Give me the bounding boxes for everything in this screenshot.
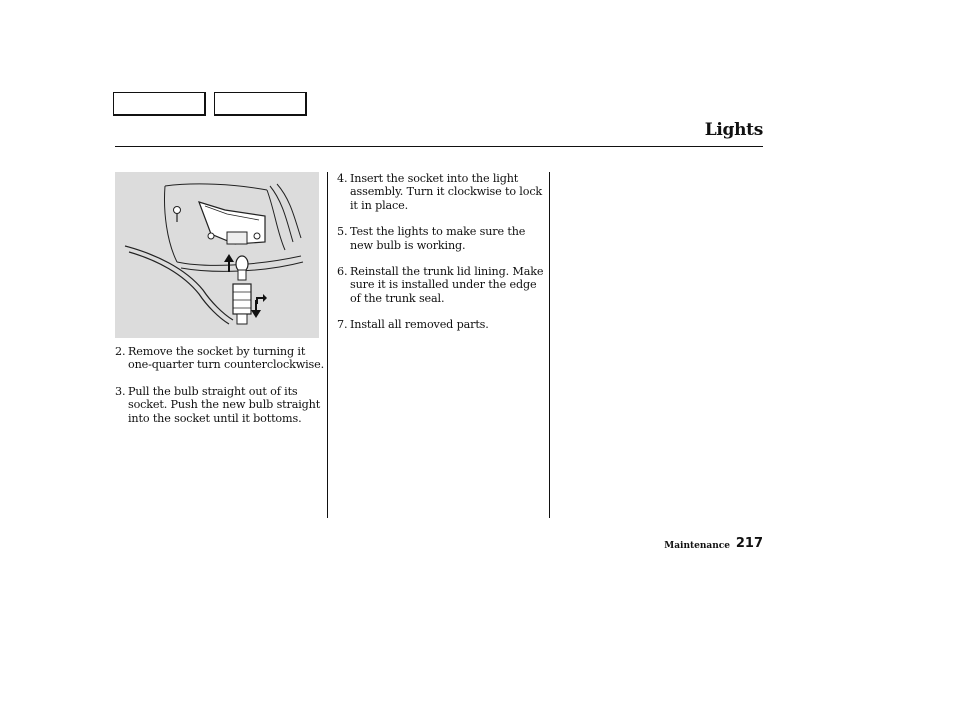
step-text: Reinstall the trunk lid lining. Make sure it is installed under the edge of the trunk seal. <box>350 265 544 305</box>
step-number: 5. <box>337 225 348 239</box>
column-divider <box>327 172 328 518</box>
step-number: 6. <box>337 265 348 279</box>
bulb-socket-removal-icon <box>115 172 319 338</box>
page-title: Lights <box>704 120 763 140</box>
step-number: 7. <box>337 318 348 332</box>
list-item <box>115 345 327 372</box>
step-number: 3. <box>115 384 126 398</box>
list-item <box>337 172 547 212</box>
steps-middle-column <box>337 172 547 345</box>
list-item <box>337 318 547 331</box>
steps-left-column <box>115 345 327 438</box>
column-divider <box>549 172 550 518</box>
step-text: Remove the socket by turning it one-quarter turn counterclockwise. <box>128 345 325 372</box>
header-rule <box>115 146 763 147</box>
next-page-button[interactable] <box>214 92 307 116</box>
footer-section-label: Maintenance <box>664 541 730 551</box>
step-number: 2. <box>115 345 126 358</box>
previous-page-button[interactable] <box>113 92 206 116</box>
page-number: 217 <box>735 536 763 551</box>
step-number: 4. <box>337 172 348 185</box>
step-text: Test the lights to make sure the new bulb is working. <box>350 225 526 252</box>
list-item <box>115 385 327 425</box>
bulb-socket-illustration <box>115 172 319 338</box>
step-text: Install all removed parts. <box>350 318 489 332</box>
list-item <box>337 225 547 252</box>
list-item <box>337 265 547 305</box>
step-text: Pull the bulb straight out of its socket. Push the new bulb straight into the socket until it bottoms. <box>128 384 321 425</box>
step-text: Insert the socket into the light assembly. Turn it clockwise to lock it in place. <box>350 172 543 212</box>
